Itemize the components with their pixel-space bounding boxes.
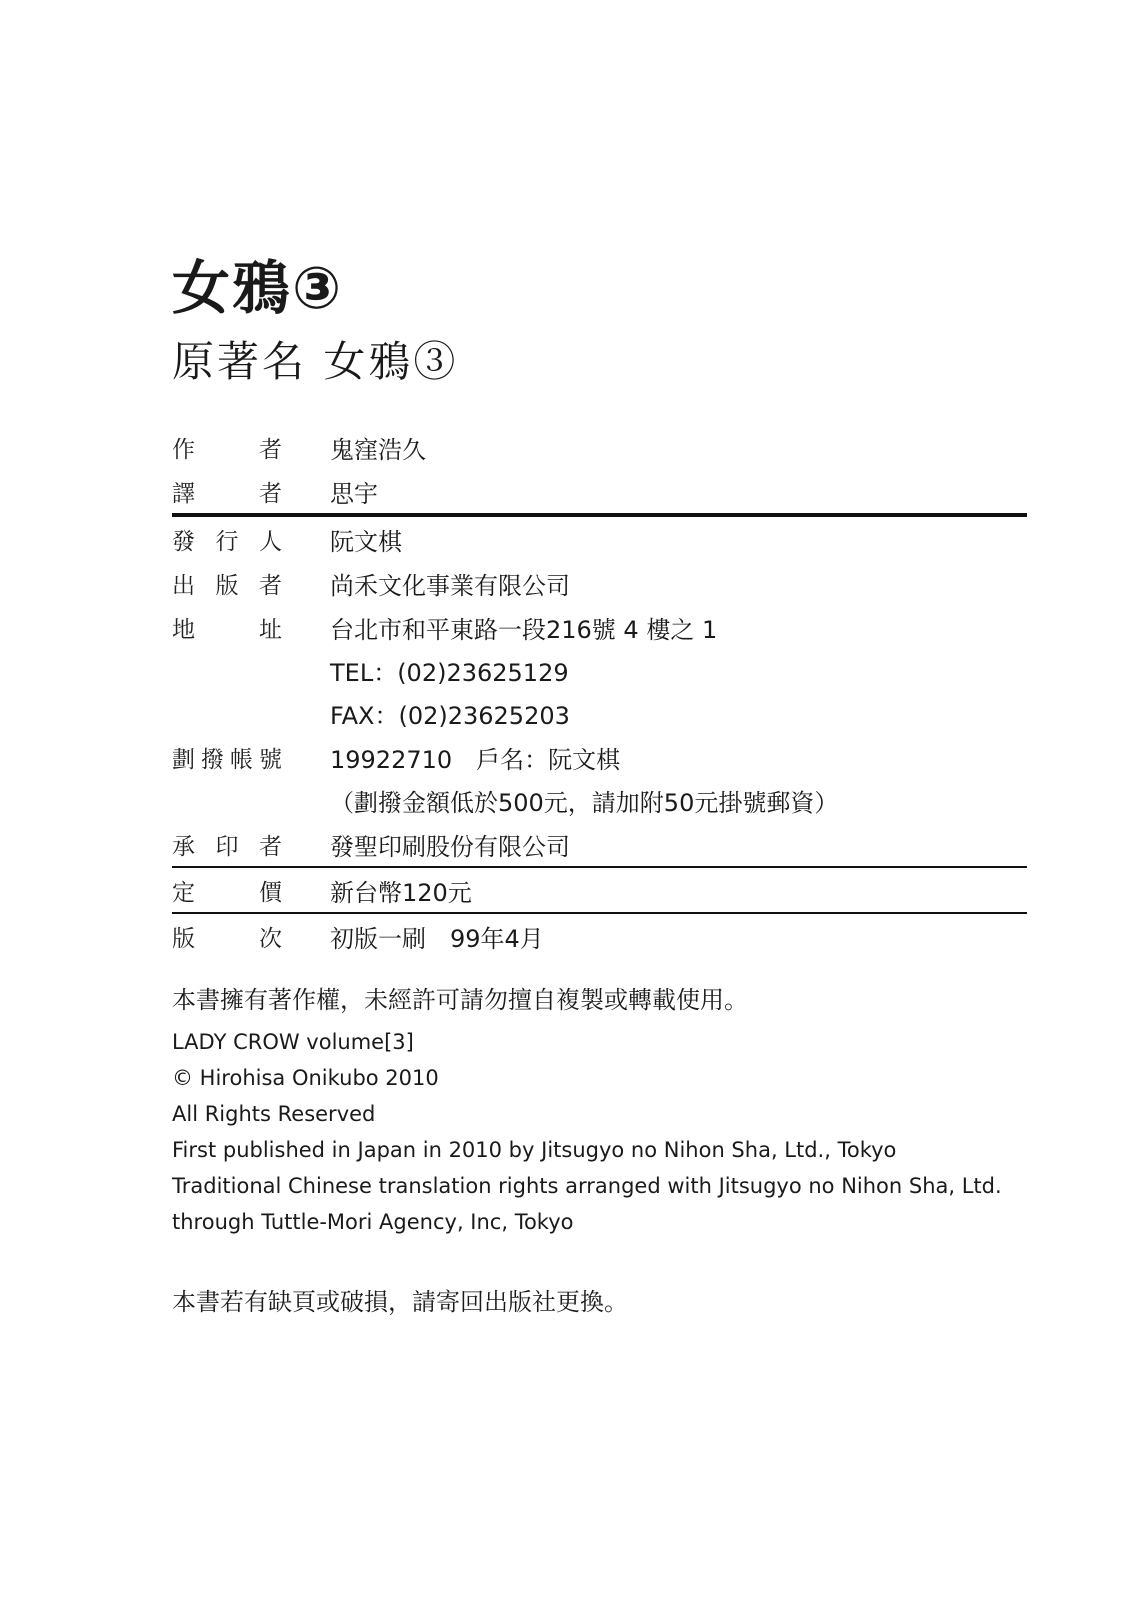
translator-value: 思宇 — [330, 479, 378, 508]
author-row — [172, 425, 1027, 469]
translator-row — [172, 469, 1027, 513]
price-value: 新台幣120元 — [330, 878, 472, 907]
credit-line: © Hirohisa Onikubo 2010 — [172, 1066, 439, 1090]
transfer-note-row — [172, 779, 1027, 822]
translator-label: 譯者 — [172, 480, 282, 507]
printer-value: 發聖印刷股份有限公司 — [330, 832, 570, 861]
publication-info — [172, 425, 1027, 958]
publisher-value: 尚禾文化事業有限公司 — [330, 571, 570, 600]
publisher-row — [172, 561, 1027, 605]
transfer-row — [172, 735, 1027, 779]
author-label: 作者 — [172, 436, 282, 463]
original-title: 原著名 女鴉③ — [172, 337, 459, 386]
author-value: 鬼窪浩久 — [330, 435, 426, 464]
address-label: 地址 — [172, 616, 282, 643]
transfer-note: （劃撥金額低於500元，請加附50元掛號郵資） — [330, 789, 839, 817]
credit-line: LADY CROW volume[3] — [172, 1030, 414, 1054]
credits-block — [172, 1024, 1002, 1240]
copyright-notice: 本書擁有著作權，未經許可請勿擅自複製或轉載使用。 — [172, 986, 748, 1014]
transfer-value: 19922710 戶名：阮文棋 — [330, 745, 621, 774]
tel-row — [172, 649, 1027, 692]
publisher-person-value: 阮文棋 — [330, 527, 402, 556]
address-row — [172, 605, 1027, 649]
credit-line: First published in Japan in 2010 by Jitsugyo no Nihon Sha, Ltd., Tokyo — [172, 1138, 897, 1162]
publisher-label: 出版者 — [172, 572, 282, 599]
fax-row — [172, 692, 1027, 735]
publisher-person-label: 發行人 — [172, 528, 282, 555]
printer-row — [172, 822, 1027, 866]
fax-value: FAX：(02)23625203 — [330, 702, 570, 730]
damage-notice: 本書若有缺頁或破損，請寄回出版社更換。 — [172, 1288, 628, 1316]
credit-line: through Tuttle-Mori Agency, Inc, Tokyo — [172, 1210, 574, 1234]
edition-label: 版次 — [172, 925, 282, 952]
transfer-label: 劃撥帳號 — [172, 746, 282, 773]
book-title: 女鴉③ — [172, 254, 344, 322]
publisher-person-row — [172, 517, 1027, 561]
credit-line: Traditional Chinese translation rights arranged with Jitsugyo no Nihon Sha, Ltd. — [172, 1174, 1002, 1198]
edition-row — [172, 914, 1027, 958]
tel-value: TEL：(02)23625129 — [330, 659, 569, 687]
price-label: 定價 — [172, 879, 282, 906]
printer-label: 承印者 — [172, 833, 282, 860]
edition-value: 初版一刷 99年4月 — [330, 924, 544, 953]
address-value: 台北市和平東路一段216號 4 樓之 1 — [330, 615, 718, 644]
price-row — [172, 868, 1027, 912]
credit-line: All Rights Reserved — [172, 1102, 376, 1126]
